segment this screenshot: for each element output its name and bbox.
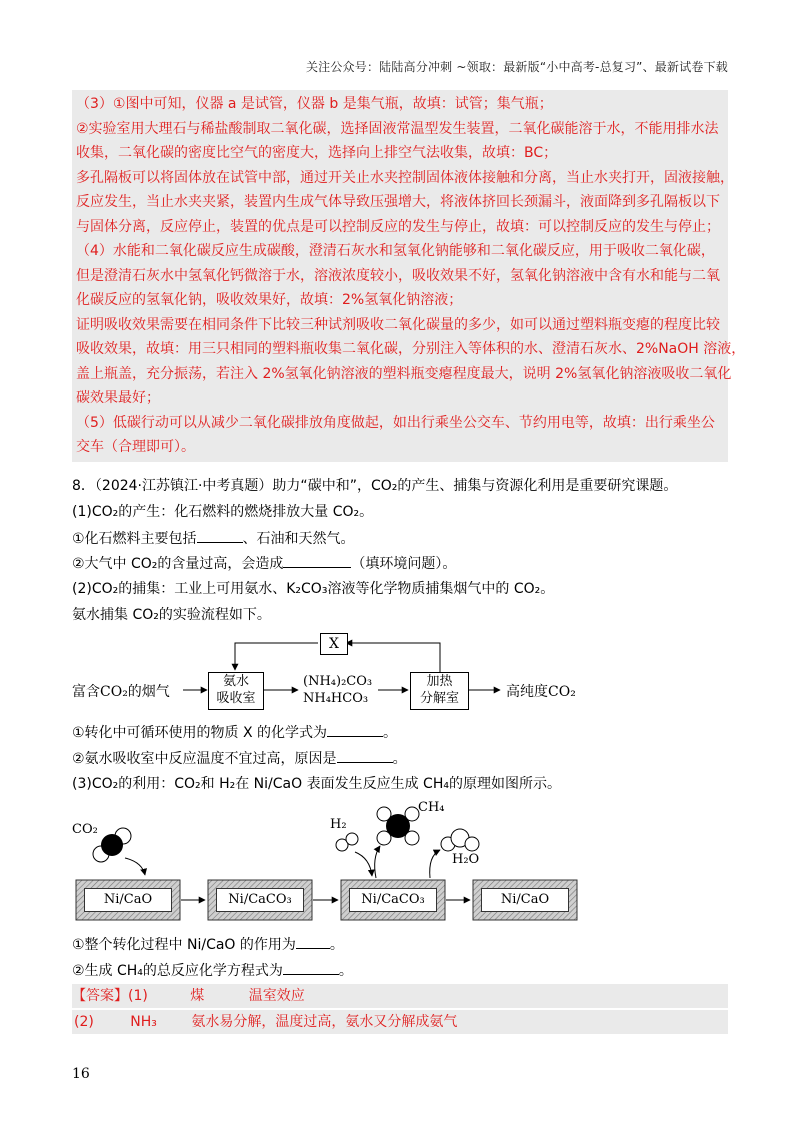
answer-line: 吸收效果，故填：用三只相同的塑料瓶收集二氧化碳，分别注入等体积的水、澄清石灰水、2%NaOH 溶液， — [76, 341, 746, 357]
answer-part-number: (2) — [74, 1014, 94, 1030]
answer-line: 收集，二氧化碳的密度比空气的密度大，选择向上排空气法收集，故填：BC； — [76, 145, 558, 161]
co2-label: CO₂ — [72, 822, 98, 837]
q8-part2b-pre: ②氨水吸收室中反应温度不宜过高，原因是 — [72, 751, 337, 767]
answer-line: 交车（合理即可）。 — [76, 439, 195, 455]
q8-part3a-post: 。 — [329, 937, 344, 953]
absorption-line1: 氨水 — [222, 674, 249, 689]
answer-line: 反应发生，当止水夹夹紧，装置内生成气体导致压强增大，将液体挤回长颈漏斗，液面降到多孔隔板以下 — [76, 194, 720, 210]
q8-part2b-post: 。 — [392, 751, 407, 767]
answer-value: 温室效应 — [248, 988, 305, 1004]
recycle-x-box: X — [320, 633, 348, 655]
answer-tag: 【答案】 — [72, 988, 128, 1004]
q8-part1-intro: (1)CO₂的产生：化石燃料的燃烧排放大量 CO₂。 — [72, 504, 374, 520]
answer-value: 煤 — [190, 988, 205, 1004]
answer-line: 盖上瓶盖，充分振荡，若注入 2%氢氧化钠溶液的塑料瓶变瘪程度最大，说明 2%氢氧化钠溶液吸收二氧化 — [76, 365, 732, 382]
ch4-desorb-arrow — [375, 846, 380, 878]
intermediate-line1: (NH₄)₂CO₃ — [303, 674, 373, 689]
answer-line: 证明吸收效果需要在相同条件下比较三种试剂吸收二氧化碳量的多少，如可以通过塑料瓶变瘪的程度比较 — [76, 316, 720, 333]
answer-line: 化碳反应的氢氧化钠，吸收效果好，故填：2%氢氧化钠溶液； — [76, 292, 463, 308]
intermediate-line2: NH₄HCO₃ — [303, 691, 369, 706]
answer-line: 与固体分离，反应停止，装置的优点是可以控制反应的发生与停止，故填：可以控制反应的发生与停止； — [76, 218, 720, 235]
answer-line: （4）水能和二氧化碳反应生成碳酸，澄清石灰水和氢氧化钠能够和二氧化碳反应，用于吸收二氧化碳， — [76, 243, 715, 259]
q8-part3b — [72, 960, 353, 981]
answer-line: 碳效果最好； — [76, 390, 160, 406]
q8-part3a — [72, 934, 344, 955]
carbon-atom — [101, 834, 123, 856]
q8-part3-intro: (3)CO₂的利用：CO₂和 H₂在 Ni/CaO 表面发生反应生成 CH₄的原理如图所示。 — [72, 776, 561, 792]
q8-part2a-pre: ①转化中可循环使用的物质 X 的化学式为 — [72, 725, 328, 741]
q8-part3b-pre: ②生成 CH₄的总反应化学方程式为 — [72, 963, 283, 979]
answer-line: （3）①图中可知，仪器 a 是试管，仪器 b 是集气瓶，故填：试管；集气瓶； — [76, 96, 553, 112]
answer-part-number: (1) — [128, 988, 148, 1004]
q8-part2a-post: 。 — [383, 725, 398, 741]
answer-row-2 — [72, 1010, 728, 1034]
h2o-label: H₂O — [452, 852, 480, 867]
answer-value: NH₃ — [130, 1014, 157, 1030]
h2-adsorb-arrow — [355, 852, 372, 876]
answer-blank — [296, 934, 330, 949]
h2o-desorb-arrow — [430, 850, 440, 878]
ch4-label: CH₄ — [418, 800, 445, 815]
q8-part1b-post: （填环境问题）。 — [351, 556, 457, 572]
answer-value: 氨水易分解，温度过高，氨水又分解成氨气 — [191, 1014, 458, 1030]
decomposition-line2: 分解室 — [419, 691, 459, 706]
q8-flow-intro: 氨水捕集 CO₂的实验流程如下。 — [72, 607, 271, 623]
answer-line: （5）低碳行动可以从减少二氧化碳排放角度做起，如出行乘坐公交车、节约用电等，故填：出行乘坐公 — [76, 414, 715, 431]
q8-part1a-post: 、石油和天然气。 — [242, 531, 355, 547]
decomposition-line1: 加热 — [426, 674, 453, 689]
q8-part1b-pre: ②大气中 CO₂的含量过高，会造成 — [72, 556, 284, 572]
question-8-title: 8．（2024·江苏镇江·中考真题）助力“碳中和”，CO₂的产生、捕集与资源化利用是重要研究课题。 — [72, 478, 678, 494]
stage-4-label: Ni/CaO — [481, 888, 569, 912]
answer-line: 但是澄清石灰水中氢氧化钙微溶于水，溶液浓度较小，吸收效果不好，氢氧化钠溶液中含有水和能与二氧 — [76, 267, 720, 284]
page-header: 关注公众号：陆陆高分冲刺 ~领取：最新版“小中高考-总复习”、最新试卷下载 — [305, 60, 728, 74]
q8-part3a-pre: ①整个转化过程中 Ni/CaO 的作用为 — [72, 937, 296, 953]
stage-1-label: Ni/CaO — [84, 888, 172, 912]
q8-part3b-post: 。 — [338, 963, 353, 979]
flow-input-label: 富含CO₂的烟气 — [72, 684, 170, 700]
flow-output-label: 高纯度CO₂ — [506, 684, 576, 700]
h2-label: H₂ — [330, 817, 347, 832]
page-number: 16 — [72, 1066, 90, 1082]
absorption-line2: 吸收室 — [216, 691, 256, 706]
answer-line: ②实验室用大理石与稀盐酸制取二氧化碳，选择固液常温型发生装置，二氧化碳能溶于水，不能用排水法 — [76, 120, 719, 137]
hydrogen-atom — [346, 833, 358, 845]
hydrogen-atom — [465, 837, 479, 851]
co2-adsorb-arrow — [125, 858, 145, 875]
q8-part2-intro: (2)CO₂的捕集：工业上可用氨水、K₂CO₃溶液等化学物质捕集烟气中的 CO₂。 — [72, 581, 555, 597]
answer-blank — [283, 960, 339, 975]
stage-2-label: Ni/CaCO₃ — [216, 888, 304, 912]
q8-part1a-pre: ①化石燃料主要包括 — [72, 531, 197, 547]
stage-3-label: Ni/CaCO₃ — [349, 888, 437, 912]
carbon-atom — [386, 814, 410, 838]
answer-row-1 — [72, 984, 728, 1008]
answer-line: 多孔隔板可以将固体放在试管中部，通过开关止水夹控制固体液体接触和分离，当止水夹打开，固液接触， — [76, 169, 734, 186]
